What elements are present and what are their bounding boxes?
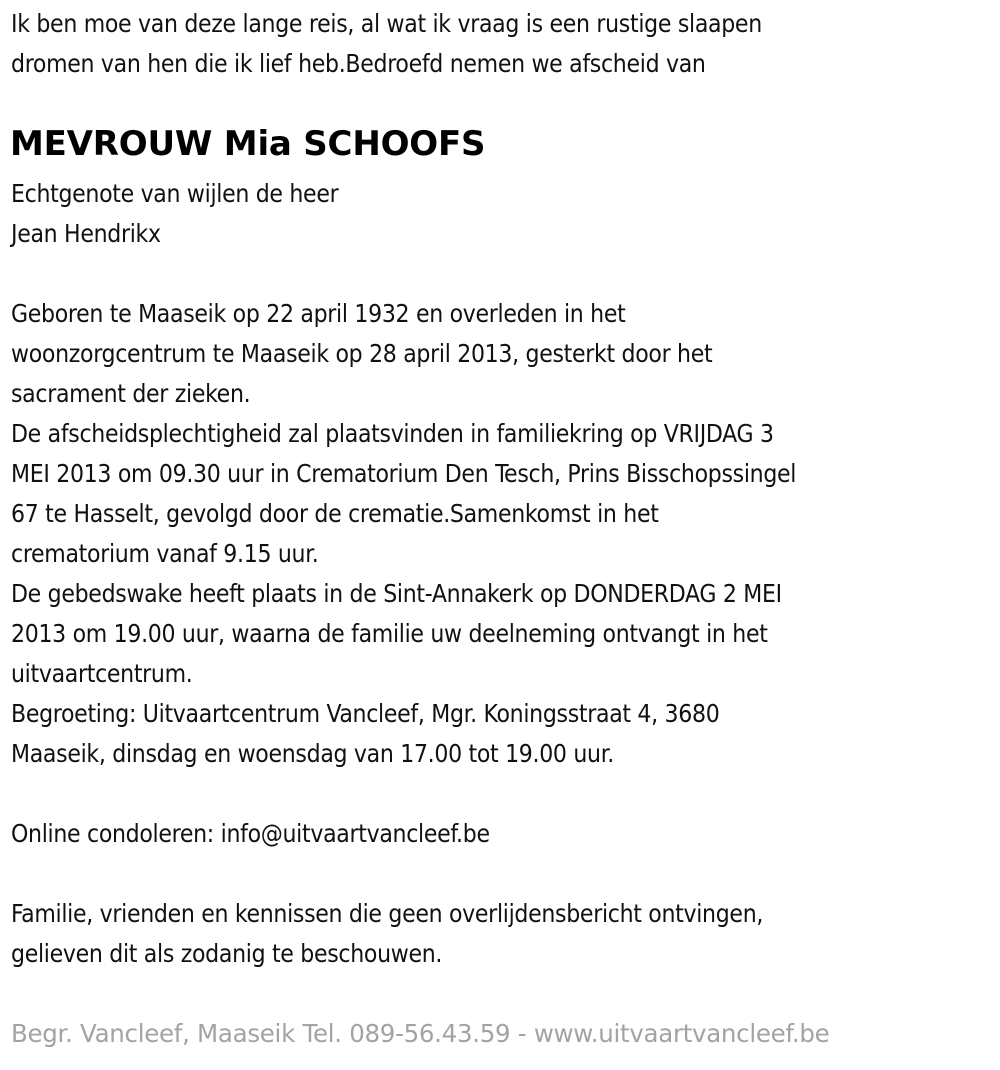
notice-line-2: gelieven dit als zodanig te beschouwen. [11, 939, 443, 968]
body-line-9: 2013 om 19.00 uur, waarna de familie uw deelneming ontvangt in het [11, 619, 768, 648]
body-line-10: uitvaartcentrum. [11, 659, 193, 688]
deceased-name: MEVROUW Mia SCHOOFS [10, 124, 486, 164]
online-condolence: Online condoleren: info@uitvaartvancleef.be [11, 819, 490, 848]
body-line-5: MEI 2013 om 09.30 uur in Crematorium Den Tesch, Prins Bisschopssingel [11, 459, 797, 488]
body-line-7: crematorium vanaf 9.15 uur. [11, 539, 319, 568]
body-line-2: woonzorgcentrum te Maaseik op 28 april 2013, gesterkt door het [11, 339, 713, 368]
body-line-11: Begroeting: Uitvaartcentrum Vancleef, Mgr. Koningsstraat 4, 3680 [11, 699, 720, 728]
notice-line-1: Familie, vrienden en kennissen die geen overlijdensbericht ontvingen, [11, 899, 764, 928]
body-line-1: Geboren te Maaseik op 22 april 1932 en overleden in het [11, 299, 626, 328]
body-line-4: De afscheidsplechtigheid zal plaatsvinden in familiekring op VRIJDAG 3 [11, 419, 774, 448]
funeral-home-footer: Begr. Vancleef, Maaseik Tel. 089-56.43.59 - www.uitvaartvancleef.be [11, 1019, 830, 1048]
intro-line-2: dromen van hen die ik lief heb.Bedroefd nemen we afscheid van [11, 49, 706, 78]
body-line-3: sacrament der zieken. [11, 379, 251, 408]
body-line-12: Maaseik, dinsdag en woensdag van 17.00 tot 19.00 uur. [11, 739, 614, 768]
relation-line-2: Jean Hendrikx [11, 219, 161, 248]
body-line-6: 67 te Hasselt, gevolgd door de crematie.Samenkomst in het [11, 499, 659, 528]
intro-line-1: Ik ben moe van deze lange reis, al wat ik vraag is een rustige slaapen [11, 9, 762, 38]
body-line-8: De gebedswake heeft plaats in de Sint-Annakerk op DONDERDAG 2 MEI [11, 579, 782, 608]
relation-line-1: Echtgenote van wijlen de heer [11, 179, 339, 208]
